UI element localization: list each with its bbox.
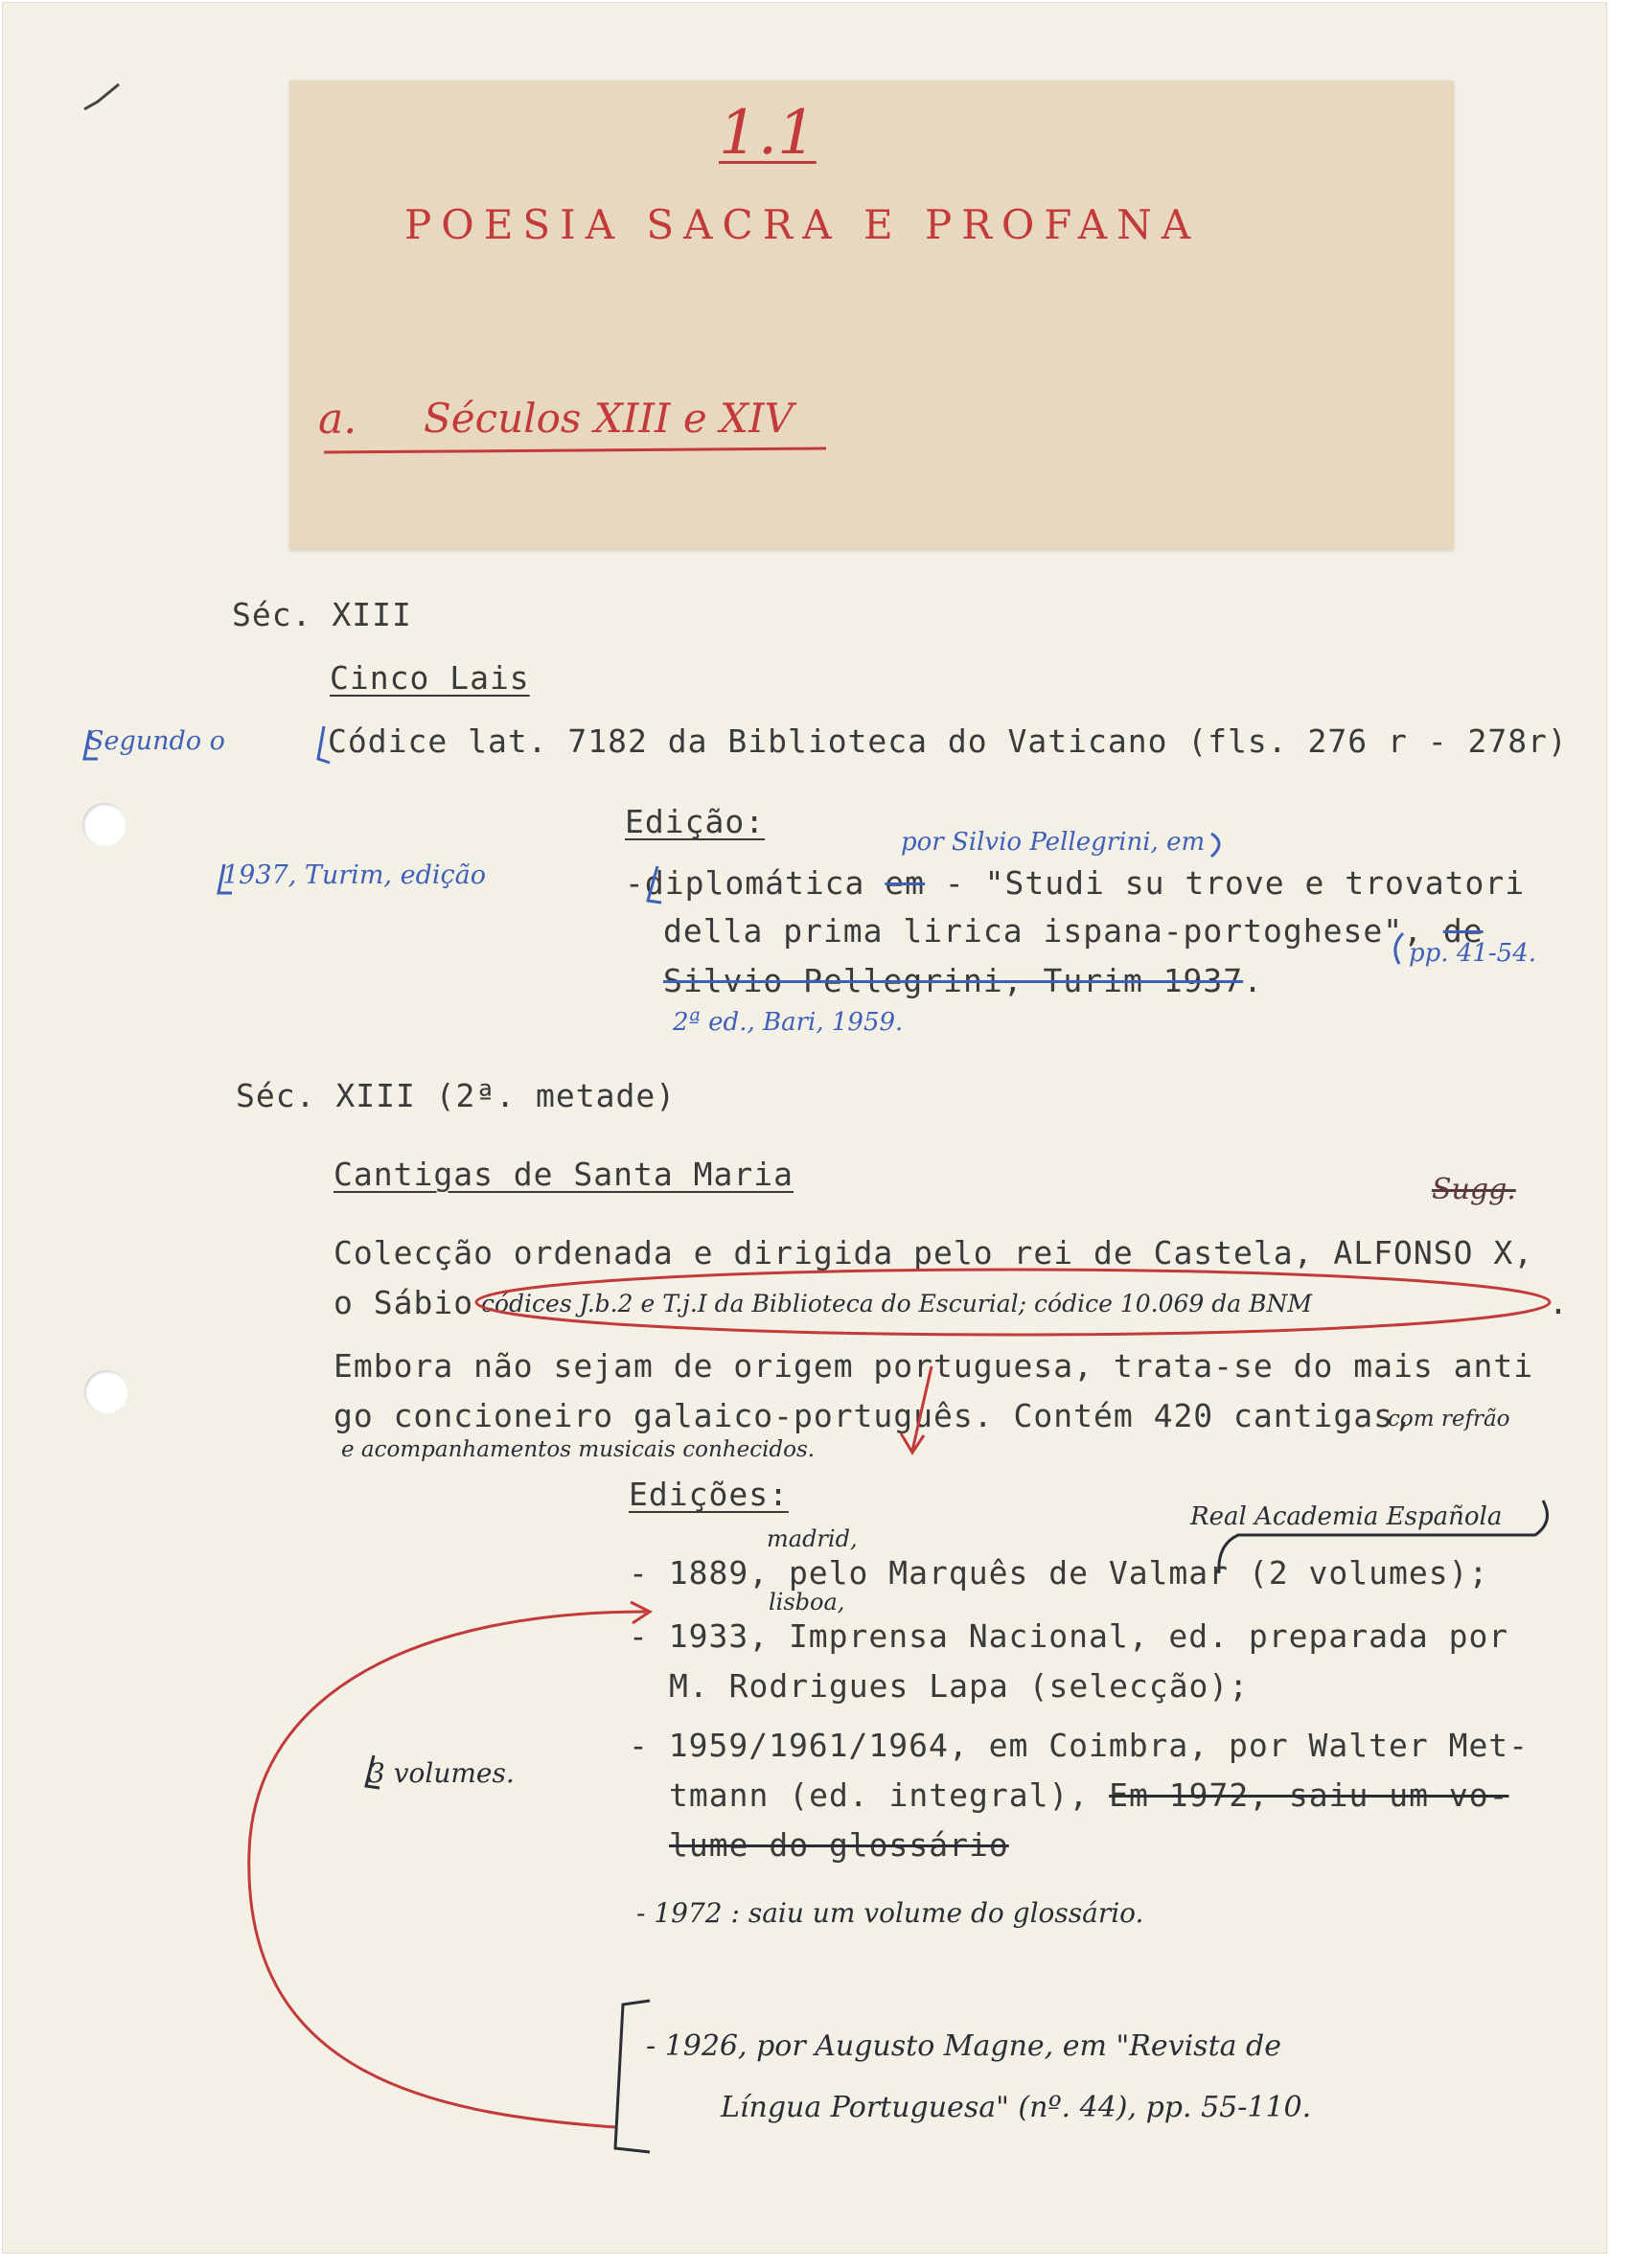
struck-author-place: Silvio Pellegrini, Turim 1937 — [663, 962, 1244, 999]
edition-reprint-note: 2ª ed., Bari, 1959. — [673, 1008, 904, 1037]
codex-line: Códice lat. 7182 da Biblioteca do Vaticano (fls. 276 r - 278r) — [328, 722, 1568, 760]
edition-insert-note: por Silvio Pellegrini, em — [901, 828, 1206, 857]
description-line-4: go concioneiro galaico-português. Contém 420 cantigas, — [334, 1397, 1414, 1434]
refrao-note: com refrão — [1388, 1407, 1510, 1432]
lisboa-note: lisboa, — [769, 1589, 845, 1615]
document-page — [2, 2, 1607, 2254]
struck-word-em: em — [885, 864, 926, 902]
edition-margin-note: 1937, Turim, edição — [222, 860, 486, 890]
work-title-cantigas: Cantigas de Santa Maria — [334, 1156, 794, 1193]
o-sabio: o Sábio — [334, 1284, 474, 1321]
section-number: 1.1 — [719, 98, 817, 169]
edition-heading: Edição: — [625, 803, 766, 840]
edition-1959-line-3 — [669, 1826, 1009, 1864]
edition-1959-line-1: - 1959/1961/1964, em Coimbra, por Walter Met- — [629, 1727, 1530, 1764]
edition-line-3 — [663, 962, 1263, 999]
edition-pages-note: pp. 41-54. — [1409, 939, 1537, 968]
bracket-1926 — [615, 2001, 650, 2152]
section-heading-sec-xiii: Séc. XIII — [232, 596, 412, 633]
edition-1959-line-2 — [669, 1776, 1508, 1814]
struck-word-de: de — [1442, 912, 1484, 950]
musical-accompaniment-note: e acompanhamentos musicais conhecidos. — [341, 1437, 816, 1462]
check-mark — [84, 84, 119, 109]
edition-type: diplomática — [644, 864, 886, 902]
description-line-3: Embora não sejam de origem portuguesa, trata-se do mais anti — [334, 1347, 1534, 1385]
edition-title-start: - "Studi su trove e trovatori — [925, 864, 1526, 902]
pasted-label — [289, 80, 1454, 550]
madrid-note: madrid, — [767, 1525, 858, 1552]
struck-glossary-text: Em 1972, saiu um vo- — [1109, 1776, 1509, 1814]
punch-hole-bottom — [84, 1370, 128, 1414]
insert-arc — [1211, 834, 1219, 857]
label-subtitle: Séculos XIII e XIV — [424, 395, 794, 442]
label-title: POESIA SACRA E PROFANA — [404, 201, 1201, 248]
edition-1933-line-1: - 1933, Imprensa Nacional, ed. preparada por — [629, 1617, 1509, 1655]
dash: - — [625, 864, 645, 902]
edition-title-end: della prima lirica ispana-portoghese", — [663, 912, 1423, 950]
circled-codex-note: códices J.b.2 e T.j.I da Biblioteca do Escurial; códice 10.069 da BNM — [481, 1290, 1312, 1317]
period: . — [1243, 962, 1264, 999]
description-line-1: Colecção ordenada e dirigida pelo rei de Castela, ALFONSO X, — [334, 1234, 1534, 1271]
edition-line-2 — [663, 912, 1484, 950]
insertion-arrowhead — [901, 1433, 924, 1453]
edition-1926-line-2: Língua Portuguesa" (nº. 44), pp. 55-110. — [721, 2091, 1312, 2124]
work-title-cinco-lais: Cinco Lais — [330, 659, 530, 697]
label-subtitle-letter: a. — [318, 395, 357, 444]
description-line-2-end: . — [1549, 1284, 1569, 1321]
edition-1926-line-1: - 1926, por Augusto Magne, em "Revista de — [646, 2029, 1282, 2063]
real-academia-note: Real Academia Española — [1190, 1502, 1503, 1531]
move-arrow — [249, 1612, 646, 2127]
edition-line-1 — [625, 864, 1525, 902]
section-heading-sec-xiii-2: Séc. XIII (2ª. metade) — [236, 1077, 677, 1114]
description-line-2 — [334, 1284, 473, 1321]
margin-note-segundo: Segundo o — [86, 726, 225, 756]
punch-hole-top — [82, 803, 127, 847]
struck-glossary-text-2: lume do glossário — [669, 1826, 1009, 1864]
three-volumes-note: 3 volumes. — [368, 1757, 515, 1789]
editions-heading: Edições: — [629, 1476, 789, 1513]
corner-scribble: Sugg. — [1432, 1173, 1516, 1206]
ed-integral: tmann (ed. integral), — [669, 1776, 1090, 1814]
edition-1889: - 1889, pelo Marquês de Valmar (2 volumes); — [629, 1554, 1489, 1592]
edition-1972-note: - 1972 : saiu um volume do glossário. — [636, 1897, 1144, 1929]
edition-1933-line-2: M. Rodrigues Lapa (selecção); — [669, 1667, 1250, 1705]
